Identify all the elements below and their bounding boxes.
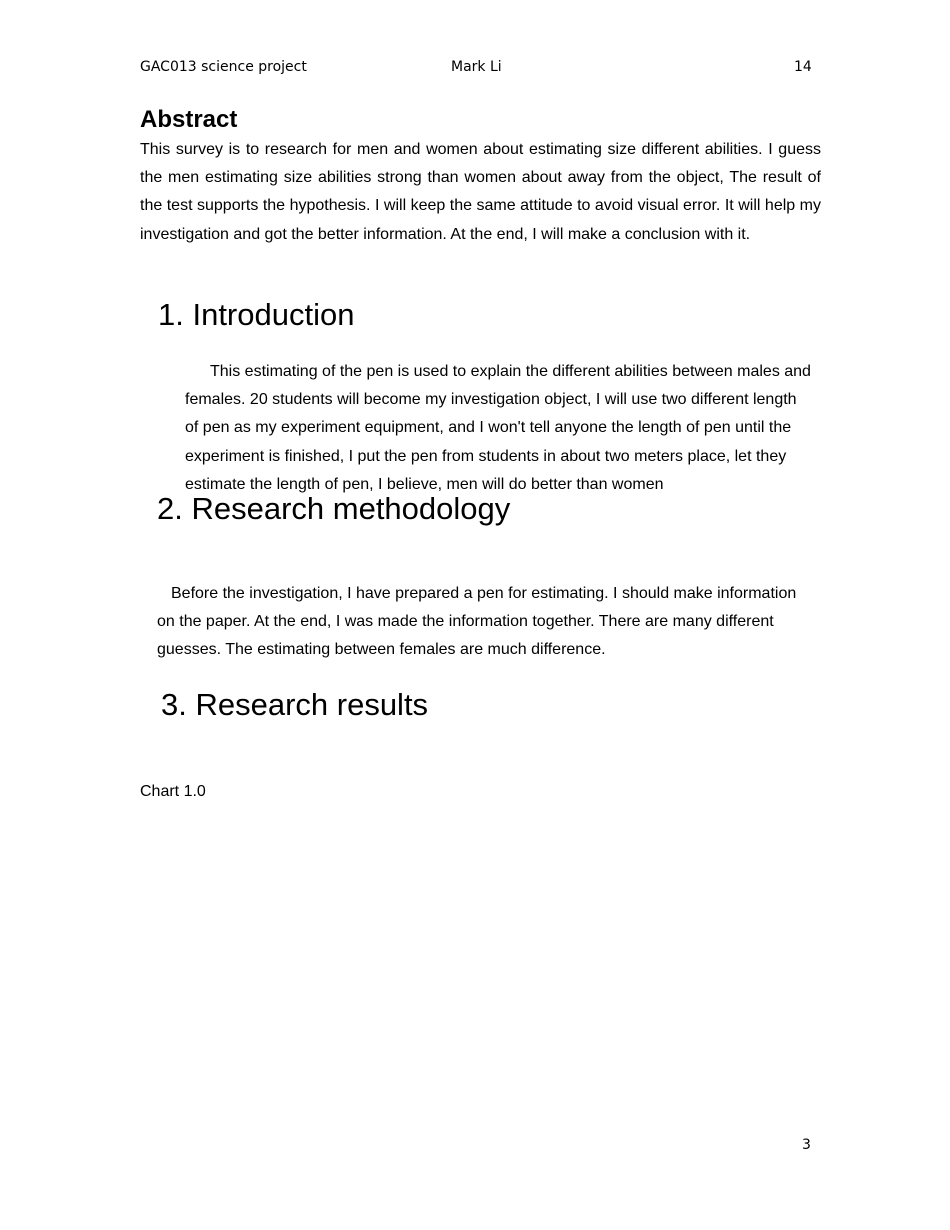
research-results-heading: 3. Research results [161, 687, 429, 722]
header-project-title: GAC013 science project [140, 59, 307, 75]
abstract-text: This survey is to research for men and women about estimating size different abilities. I guess the men estimating size abilities strong than women about away from the object, The result of the test supports the hypothesis. I will keep the same attitude to avoid visual error. It will help my investigation and got the better information. At the end, I will make a conclusion with it. [140, 141, 821, 243]
research-methodology-text: Before the investigation, I have prepared a pen for estimating. I should make information on the paper. At the end, I was made the information together. There are many different guesses. The estimating between females are much difference. [157, 585, 797, 659]
introduction-text: This estimating of the pen is used to explain the different abilities between males and females. 20 students will become my investigation object, I will use two different length of pen as my experiment equipment, and I won't tell anyone the length of pen until the experiment is finished, I put the pen from students in about two meters place, let they estimate the length of pen, I believe, men will do better than women [185, 363, 811, 493]
abstract-title: Abstract [140, 106, 238, 133]
introduction-heading: 1. Introduction [158, 297, 355, 332]
header-author: Mark Li [451, 59, 502, 75]
footer-page-number: 3 [802, 1137, 811, 1153]
chart-caption: Chart 1.0 [140, 783, 206, 800]
research-methodology-heading: 2. Research methodology [157, 491, 511, 526]
header-page-number: 14 [794, 59, 812, 75]
